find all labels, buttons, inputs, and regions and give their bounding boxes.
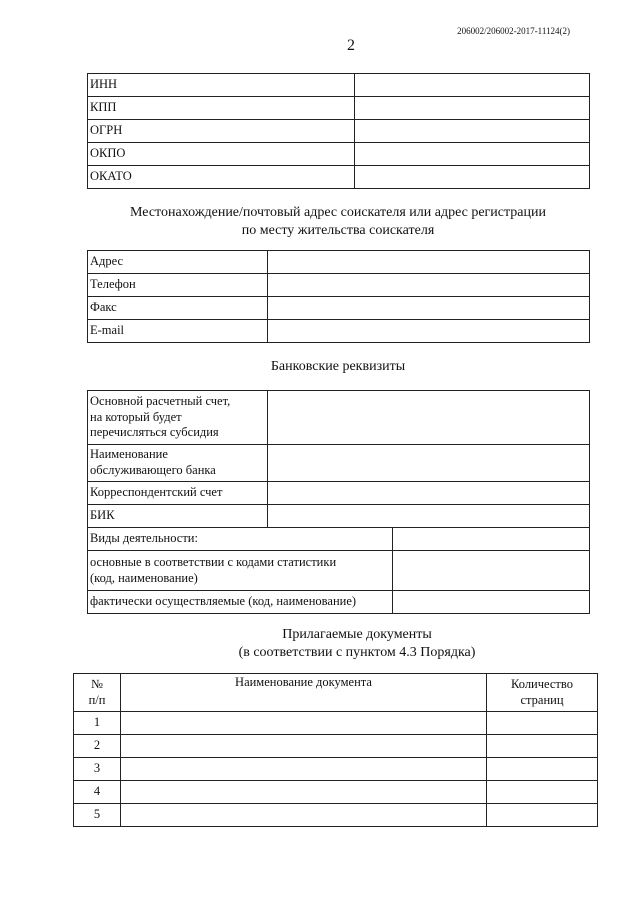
table-row (88, 445, 590, 482)
table-row (88, 274, 590, 297)
document-name-cell[interactable] (121, 712, 487, 735)
row-number: 3 (74, 758, 121, 781)
label-line: перечисляться субсидия (90, 425, 219, 440)
page-count-cell[interactable] (487, 804, 598, 827)
row-label: E-mail (88, 320, 268, 343)
label-line: обслуживающего банка (90, 463, 216, 477)
document-name-cell[interactable] (121, 781, 487, 804)
table-row (88, 528, 590, 551)
header-line: страниц (520, 692, 564, 707)
bank-table (87, 390, 590, 614)
table-row (74, 758, 598, 781)
table-row (88, 391, 590, 445)
row-label: КПП (88, 97, 355, 120)
table-row (74, 735, 598, 758)
documents-heading-line2: (в соответствии с пунктом 4.3 Порядка) (238, 644, 476, 660)
label-line: основные в соответствии с кодами статистики (90, 554, 337, 569)
value-cell[interactable] (268, 445, 590, 482)
column-header-page-count (487, 674, 598, 712)
table-row (88, 143, 590, 166)
page-count-cell[interactable] (487, 758, 598, 781)
row-label: ОКАТО (88, 166, 355, 189)
row-label: Адрес (88, 251, 268, 274)
table-row (88, 591, 590, 614)
value-cell[interactable] (355, 74, 590, 97)
address-heading (87, 204, 589, 239)
table-row (74, 804, 598, 827)
documents-heading (87, 626, 627, 661)
column-header-document-name: Наименование документа (121, 674, 487, 712)
value-cell[interactable] (355, 143, 590, 166)
value-cell[interactable] (393, 591, 590, 614)
bank-heading: Банковские реквизиты (270, 359, 406, 374)
row-label: Корреспондентский счет (88, 482, 268, 505)
row-label (88, 391, 268, 445)
value-cell[interactable] (268, 297, 590, 320)
address-table (87, 250, 590, 343)
table-row (88, 120, 590, 143)
documents-table (73, 673, 598, 827)
value-cell[interactable] (268, 251, 590, 274)
row-label: Телефон (88, 274, 268, 297)
row-label: Факс (88, 297, 268, 320)
table-row (88, 482, 590, 505)
value-cell[interactable] (355, 97, 590, 120)
activities-main-label (88, 551, 393, 591)
value-cell[interactable] (355, 166, 590, 189)
document-name-cell[interactable] (121, 758, 487, 781)
table-header-row (74, 674, 598, 712)
table-row (88, 505, 590, 528)
label-line: Наименование (90, 447, 168, 462)
document-id: 206002/206002-2017-11124(2) (457, 26, 570, 36)
activities-actual-label: фактически осуществляемые (код, наименование) (88, 591, 393, 614)
value-cell[interactable] (268, 391, 590, 445)
value-cell[interactable] (268, 274, 590, 297)
page-number: 2 (347, 37, 355, 54)
header-line: Количество (511, 676, 573, 691)
page-count-cell[interactable] (487, 781, 598, 804)
value-cell[interactable] (268, 482, 590, 505)
label-line: (код, наименование) (90, 570, 198, 585)
address-heading-line1: Местонахождение/почтовый адрес соискателя или адрес регистрации (130, 205, 546, 220)
value-cell[interactable] (393, 551, 590, 591)
table-row (88, 251, 590, 274)
address-heading-line2: по месту жительства соискателя (241, 222, 435, 238)
table-row (88, 166, 590, 189)
header-line: № (91, 676, 103, 691)
page-count-cell[interactable] (487, 712, 598, 735)
table-row (88, 297, 590, 320)
row-number: 4 (74, 781, 121, 804)
row-label: ОГРН (88, 120, 355, 143)
value-cell[interactable] (393, 528, 590, 551)
row-label: ИНН (88, 74, 355, 97)
column-header-number (74, 674, 121, 712)
table-row (74, 712, 598, 735)
value-cell[interactable] (355, 120, 590, 143)
table-row (88, 551, 590, 591)
table-row (88, 320, 590, 343)
header-line: п/п (88, 692, 106, 707)
codes-table (87, 73, 590, 189)
document-name-cell[interactable] (121, 804, 487, 827)
row-number: 5 (74, 804, 121, 827)
row-label: ОКПО (88, 143, 355, 166)
row-number: 1 (74, 712, 121, 735)
row-number: 2 (74, 735, 121, 758)
label-line: на который будет (90, 409, 182, 424)
document-name-cell[interactable] (121, 735, 487, 758)
activities-title: Виды деятельности: (88, 528, 393, 551)
row-label (88, 445, 268, 482)
table-row (88, 74, 590, 97)
value-cell[interactable] (268, 505, 590, 528)
documents-heading-line1: Прилагаемые документы (282, 627, 432, 642)
table-row (74, 781, 598, 804)
row-label: БИК (88, 505, 268, 528)
page-count-cell[interactable] (487, 735, 598, 758)
table-row (88, 97, 590, 120)
label-line: Основной расчетный счет, (90, 394, 231, 409)
value-cell[interactable] (268, 320, 590, 343)
